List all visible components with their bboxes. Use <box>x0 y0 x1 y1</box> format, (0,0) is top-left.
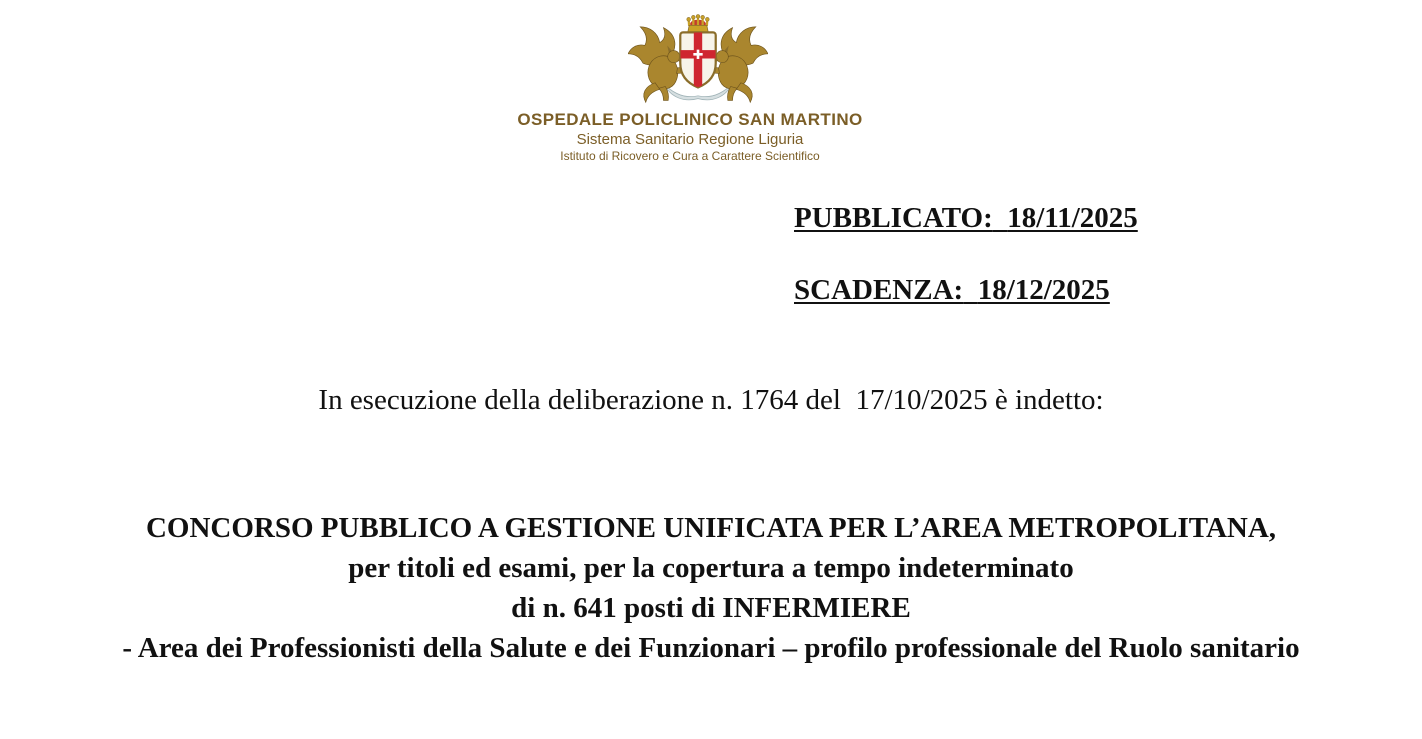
title-line-2: per titoli ed esami, per la copertura a tempo indeterminato <box>348 552 1074 584</box>
execution-line: In esecuzione della deliberazione n. 1764 del 17/10/2025 è indetto: <box>318 384 1104 416</box>
deadline-label: SCADENZA: <box>794 274 964 306</box>
dates-block <box>794 202 1138 306</box>
published-date-line <box>794 202 1138 234</box>
hospital-name: OSPEDALE POLICLINICO SAN MARTINO <box>517 110 863 129</box>
deadline-value: 18/12/2025 <box>977 274 1110 306</box>
health-system-subtitle: Sistema Sanitario Regione Liguria <box>576 131 804 148</box>
hospital-masthead <box>0 10 1380 163</box>
published-label: PUBBLICATO: <box>794 202 993 234</box>
institute-tagline: Istituto di Ricovero e Cura a Carattere Scientifico <box>560 149 820 163</box>
title-line-3: di n. 641 posti di INFERMIERE <box>511 592 911 624</box>
title-line-1: CONCORSO PUBBLICO A GESTIONE UNIFICATA PER L’AREA METROPOLITANA, <box>145 512 1277 544</box>
announcement-title <box>0 508 1422 668</box>
crest-crown <box>687 14 709 32</box>
title-line-4: - Area dei Professionisti della Salute e dei Funzionari – profilo professionale del Ruolo sanitario <box>122 632 1300 664</box>
deadline-date-line <box>794 274 1138 306</box>
published-value: 18/11/2025 <box>1007 202 1138 234</box>
hospital-crest-icon <box>628 10 768 107</box>
